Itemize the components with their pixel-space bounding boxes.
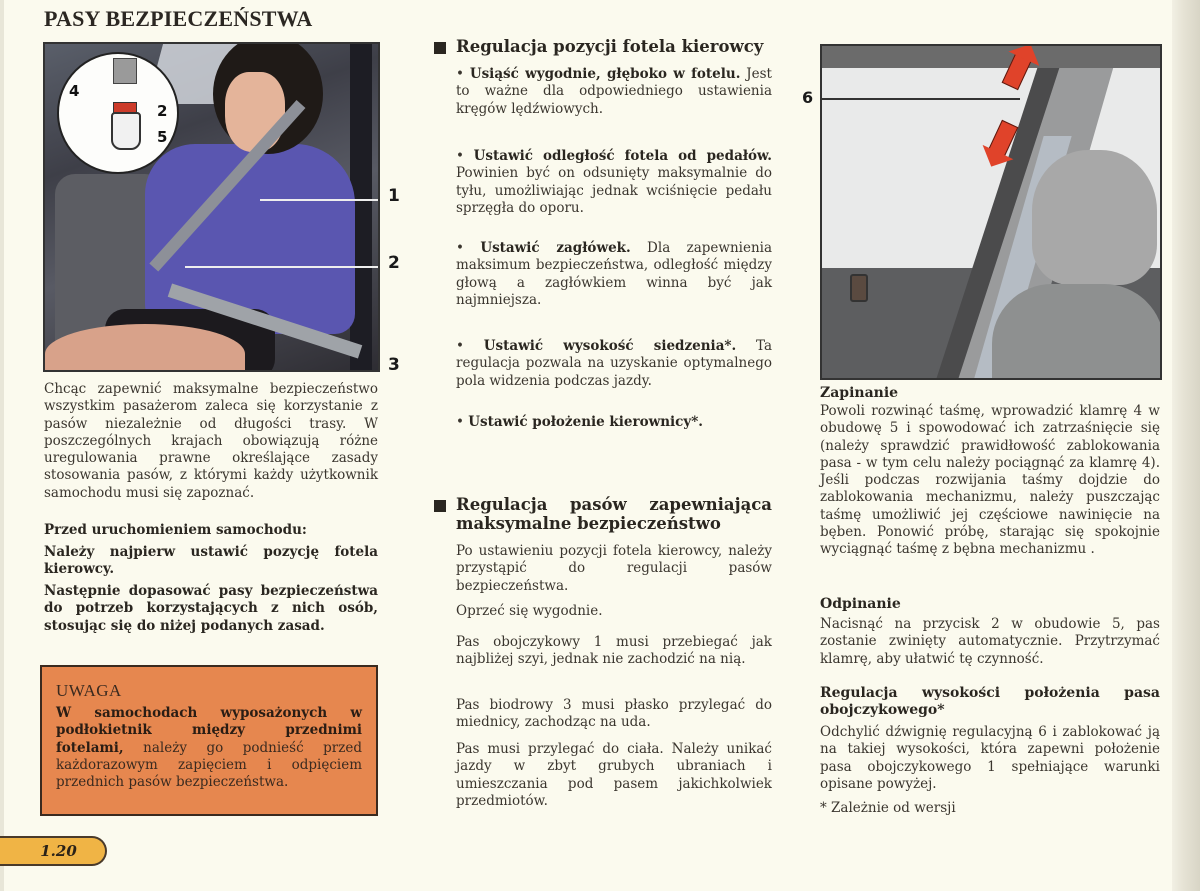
buckle-inset: [57, 52, 179, 174]
bullet-steering-wheel: • Ustawić położenie kierownicy*.: [456, 414, 703, 430]
section-belt-adjustment-heading: Regulacja pasów zapewniająca maksymalne bezpieczeństwo: [456, 495, 772, 533]
fastening-text: Powoli rozwinąć taśmę, wprowadzić klamrę 4 w obudowę 5 i spowodować ich zatrzaśnięcie się (należy sprawdzić prawidłowość zablokowania pasa - w tym celu należy pociągnąć za klamrę 4). Jeśli podczas rozwijania taśmy dojdzie do zablokowania mechanizmu, należy puszczając taśmę umożliwić jej częściowe nawinięcie na bęben. Ponowić próbę, starając się spokojnie wyciągnąć taśmę z bębna mechanizmu .: [820, 403, 1160, 558]
bullet-text: Jest to ważne dla odpowiedniego ustawienia kręgów lędźwiowych.: [456, 66, 772, 117]
height-adjust-heading: Regulacja wysokości położenia pasa obojczykowego*: [820, 685, 1160, 718]
before-start-step-2: Następnie dopasować pasy bezpieczeństwa do potrzeb korzystających z nich osób, stosując się do niżej podanych zasad.: [44, 583, 378, 634]
footnote: * Zależnie od wersji: [820, 800, 956, 816]
bullet-sit-comfortably: • Usiąść wygodnie, głęboko w fotelu. Jest to ważne dla odpowiedniego ustawienia kręgów lędźwiowych.: [456, 66, 772, 117]
bullet-bold: Ustawić położenie kierownicy*.: [468, 414, 703, 430]
bullet-bold: Ustawić wysokość siedzenia*.: [483, 338, 737, 354]
bullet-pedal-distance: • Ustawić odległość fotela od pedałów. Powinien być on odsunięty maksymalnie do tyłu, umożliwiając jednak wciśnięcie pedału sprzęgła do oporu.: [456, 148, 772, 216]
bullet-bold: Usiąść wygodnie, głęboko w fotelu.: [469, 66, 741, 82]
belt-height-adjuster-photo: [820, 44, 1162, 380]
belt-paragraph-2: Oprzeć się wygodnie.: [456, 603, 603, 619]
belt-tongue-icon: [113, 58, 137, 84]
bullet-text: Dla zapewnienia maksimum bezpieczeństwa, odległość między głową a zagłówkiem winna być jak najmniejsza.: [456, 240, 773, 308]
height-adjust-text: Odchylić dźwignię regulacyjną 6 i zablokować ją na takiej wysokości, która zapewni położenie pasa obojczykowego 1 spełniające warunki opisane powyżej.: [820, 724, 1160, 792]
seatbelt-driver-photo: [43, 42, 380, 372]
headrest: [1032, 150, 1157, 285]
door-handle: [850, 274, 868, 302]
callout-line-6: [820, 98, 1020, 100]
callout-line-3: [245, 371, 380, 372]
warning-text-bold: W samochodach wyposażonych w podłokietnik między przednimi fotelami,: [56, 705, 362, 756]
page-right-edge: [1172, 0, 1200, 891]
bullet-bold: Ustawić zagłówek.: [480, 240, 631, 256]
unfastening-heading: Odpinanie: [820, 596, 901, 612]
before-start-heading: Przed uruchomieniem samochodu:: [44, 522, 307, 538]
warning-box: [40, 665, 378, 816]
callout-6: 6: [802, 88, 814, 107]
section-bullet-icon: [434, 42, 446, 54]
fastening-heading: Zapinanie: [820, 385, 899, 401]
section-seat-adjustment-heading: Regulacja pozycji fotela kierowcy: [456, 37, 764, 56]
callout-1: 1: [388, 186, 400, 206]
page-title: PASY BEZPIECZEŃSTWA: [44, 6, 313, 31]
section-bullet-icon: [434, 500, 446, 512]
belt-paragraph-3: Pas obojczykowy 1 musi przebiegać jak najbliżej szyi, jednak nie zachodzić na nią.: [456, 634, 772, 668]
page-number-tab: [0, 836, 107, 866]
callout-line-2: [185, 266, 380, 268]
warning-text: [56, 705, 362, 791]
callout-2: 2: [388, 253, 400, 273]
before-start-step-1: Należy najpierw ustawić pozycję fotela kierowcy.: [44, 544, 378, 578]
bullet-text: Ta regulacja pozwala na uzyskanie optymalnego pola widzenia podczas jazdy.: [456, 338, 772, 389]
seat-back: [992, 284, 1162, 380]
intro-paragraph: Chcąc zapewnić maksymalne bezpieczeństwo wszystkim pasażerom zaleca się korzystanie z pasów niezależnie od długości trasy. W poszczególnych krajach obowiązują różne uregulowania prawne określające zasady stosowania pasów, z którymi każdy użytkownik samochodu musi się zapoznać.: [44, 381, 378, 501]
belt-paragraph-4: Pas biodrowy 3 musi płasko przylegać do miednicy, zachodząc na uda.: [456, 697, 772, 731]
warning-text-rest: należy go podnieść przed każdorazowym zapięciem i odpięciem przednich pasów bezpieczeństwa.: [56, 739, 362, 791]
warning-title: UWAGA: [56, 681, 122, 700]
belt-paragraph-1: Po ustawieniu pozycji fotela kierowcy, należy przystąpić do regulacji pasów bezpieczeństwa.: [456, 543, 772, 594]
callout-line-1: [260, 199, 380, 201]
roof-lining: [822, 46, 1162, 68]
inset-label-5: 5: [157, 128, 168, 146]
buckle-housing-icon: [111, 112, 141, 150]
inset-label-2: 2: [157, 102, 168, 120]
bullet-headrest: • Ustawić zagłówek. Dla zapewnienia maksimum bezpieczeństwa, odległość między głową a zagłówkiem winna być jak najmniejsza.: [456, 240, 773, 308]
bullet-bold: Ustawić odległość fotela od pedałów.: [473, 148, 772, 164]
bullet-seat-height: • Ustawić wysokość siedzenia*. Ta regulacja pozwala na uzyskanie optymalnego pola widzenia podczas jazdy.: [456, 338, 772, 389]
page-left-edge: [0, 0, 4, 891]
page-number: 1.20: [40, 842, 77, 860]
callout-3: 3: [388, 355, 400, 375]
belt-paragraph-5: Pas musi przylegać do ciała. Należy unikać jazdy w zbyt grubych ubraniach i umieszczania pod pasem jakichkolwiek przedmiotów.: [456, 741, 772, 809]
bullet-text: Powinien być on odsunięty maksymalnie do tyłu, umożliwiając jednak wciśnięcie pedału sprzęgła do oporu.: [456, 165, 772, 216]
unfastening-text: Nacisnąć na przycisk 2 w obudowie 5, pas zostanie zwinięty automatycznie. Przytrzymać klamrę, aby ułatwić tę czynność.: [820, 616, 1160, 667]
inset-label-4: 4: [69, 82, 80, 100]
